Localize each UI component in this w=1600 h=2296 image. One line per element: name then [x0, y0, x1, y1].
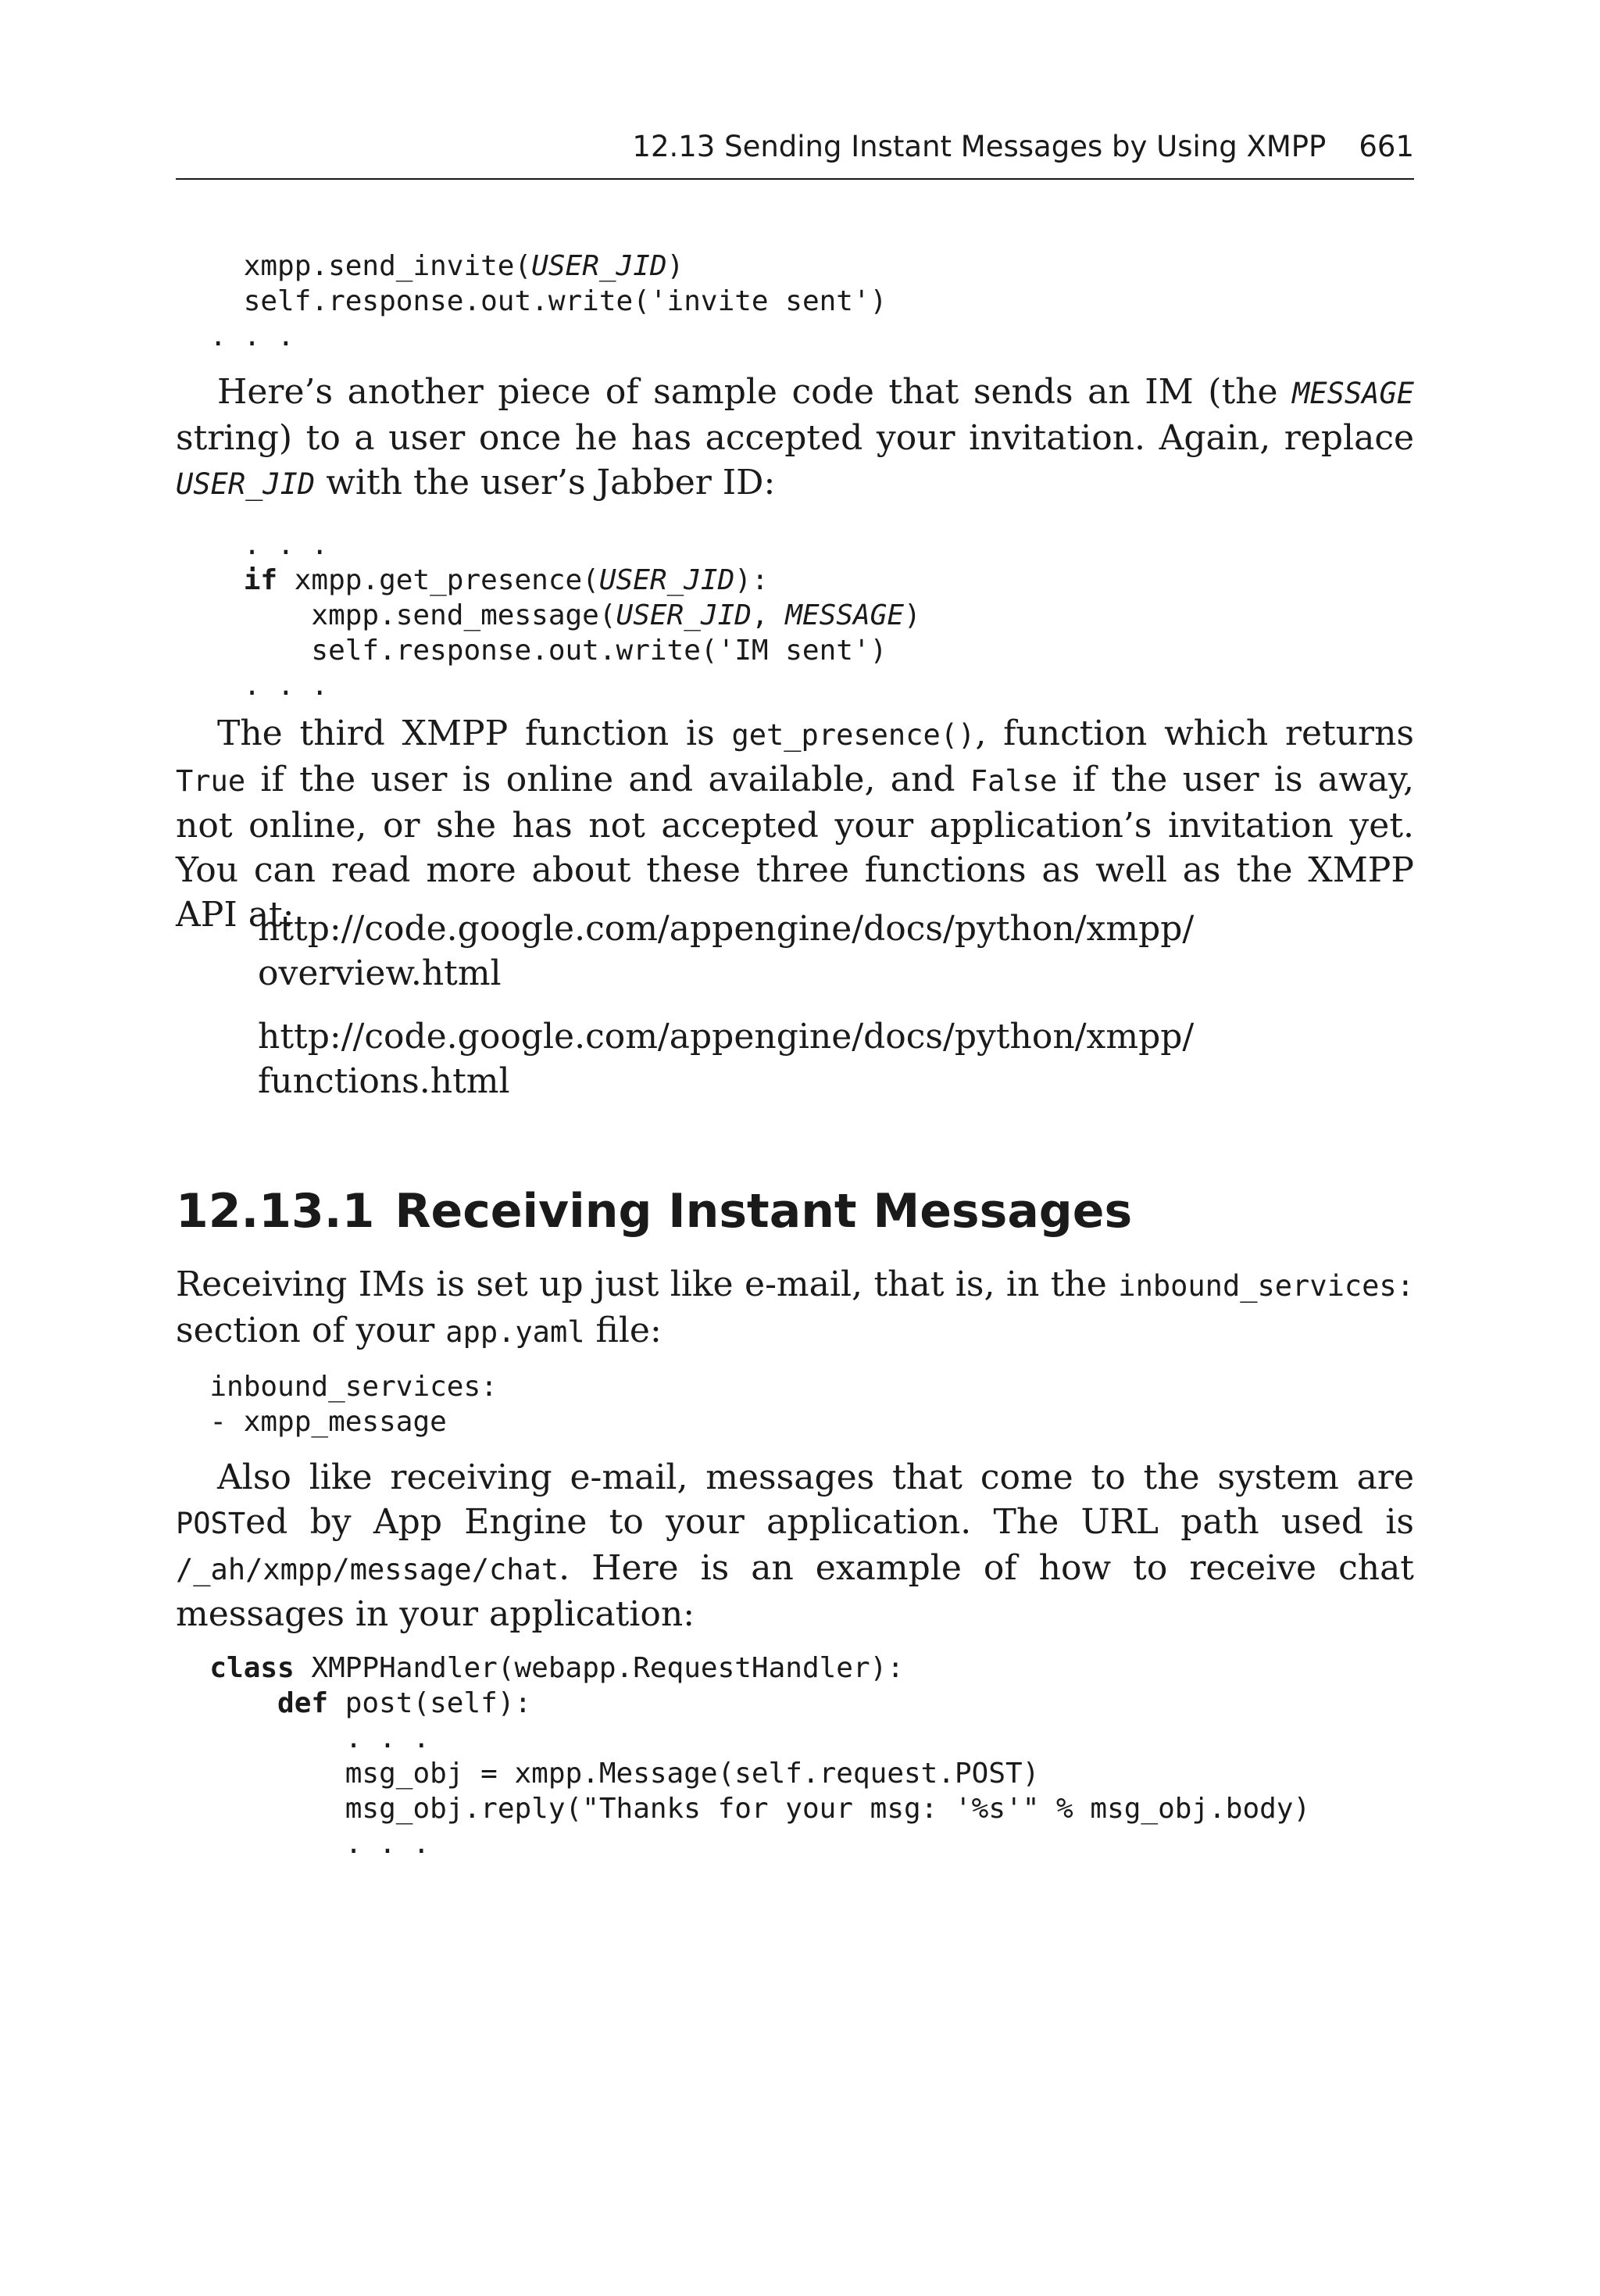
paragraph-posted-messages: Also like receiving e-mail, messages that come to the system are POSTed by App Engine to your application. The URL path used is /_ah/xmpp/message/chat. Here is an example of how to receive chat messages in your application: — [176, 1457, 1414, 1634]
paragraph-get-presence: The third XMPP function is get_presence(), function which returns True if the user is online and available, and False if the user is away, not online, or she has not accepted your application’s invitation yet. You can read more about these three functions as well as the XMPP API at: — [176, 713, 1414, 935]
section-number: 12.13.1 — [176, 1184, 375, 1239]
code-block-invite: xmpp.send_invite(USER_JID) self.response.out.write('invite sent') . . . — [209, 250, 888, 352]
code-block-inbound-services: inbound_services: - xmpp_message — [209, 1371, 498, 1438]
running-head-section: 12.13 Sending Instant Messages by Using XMPP — [632, 130, 1327, 163]
code-block-xmpp-handler: class XMPPHandler(webapp.RequestHandler): def post(self): . . . msg_obj = xmpp.Message(self.request.POST) msg_obj.reply("Thanks for your msg: '%s'" % msg_obj.body) . . . — [209, 1652, 1311, 1860]
running-head — [176, 123, 1414, 170]
paragraph-receiving-ims: Receiving IMs is set up just like e-mail, that is, in the inbound_services: section of your app.yaml file: — [176, 1264, 1414, 1350]
code-block-send-message: . . . if xmpp.get_presence(USER_JID): xmpp.send_message(USER_JID, MESSAGE) self.response.out.write('IM sent') . . . — [243, 529, 921, 702]
url-overview[interactable]: http://code.google.com/appengine/docs/python/xmpp/ overview.html — [258, 909, 1195, 993]
url-functions[interactable]: http://code.google.com/appengine/docs/python/xmpp/ functions.html — [258, 1017, 1195, 1101]
header-rule — [176, 178, 1414, 180]
page-number: 661 — [1359, 130, 1414, 163]
section-heading — [176, 1180, 1132, 1243]
paragraph-send-im-intro: Here’s another piece of sample code that sends an IM (the MESSAGE string) to a user once he has accepted your invitation. Again, replace USER_JID with the user’s Jabber ID: — [176, 372, 1414, 502]
section-title: Receiving Instant Messages — [395, 1184, 1133, 1239]
